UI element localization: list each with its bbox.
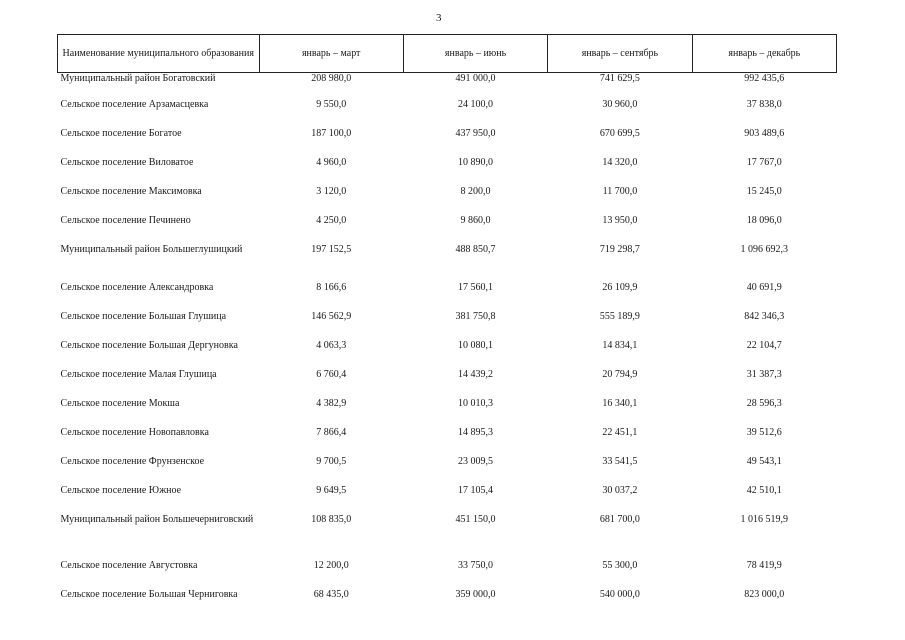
municipality-name: Сельское поселение Максимовка (60, 185, 202, 197)
value-jan-sep: 13 950,0 (602, 214, 638, 226)
table-row (58, 73, 837, 99)
value-jan-dec: 15 245,0 (746, 185, 782, 197)
value-jan-sep: 681 700,0 (599, 513, 640, 525)
value-jan-sep: 11 700,0 (602, 185, 638, 197)
value-jan-mar: 7 866,4 (316, 426, 347, 438)
table-row (58, 128, 837, 157)
value-jan-jun: 491 000,0 (455, 73, 496, 84)
value-jan-dec: 903 489,6 (744, 127, 785, 139)
municipality-name: Сельское поселение Фрунзенское (60, 455, 205, 467)
value-jan-dec: 78 419,9 (746, 559, 782, 571)
value-jan-jun: 451 150,0 (455, 513, 496, 525)
value-jan-jun: 17 105,4 (458, 484, 494, 496)
value-jan-dec: 22 104,7 (746, 339, 782, 351)
value-jan-sep: 22 451,1 (602, 426, 638, 438)
value-jan-sep: 741 629,5 (599, 73, 640, 84)
table-row (58, 427, 837, 456)
table-row (58, 215, 837, 244)
municipality-name: Сельское поселение Большая Глушица (60, 310, 227, 322)
value-jan-dec: 42 510,1 (746, 484, 782, 496)
value-jan-sep: 14 834,1 (602, 339, 638, 351)
municipality-name: Муниципальный район Богатовский (60, 73, 216, 84)
value-jan-jun: 381 750,8 (455, 310, 496, 322)
header-jan-sep: январь – сентябрь (548, 35, 692, 73)
value-jan-mar: 12 200,0 (313, 559, 349, 571)
value-jan-dec: 37 838,0 (746, 98, 782, 110)
table-header (58, 35, 837, 73)
value-jan-sep: 16 340,1 (602, 397, 638, 409)
header-row (58, 35, 837, 73)
value-jan-jun: 437 950,0 (455, 127, 496, 139)
table-row (58, 456, 837, 485)
municipality-name: Сельское поселение Большая Черниговка (60, 588, 238, 600)
table-row (58, 186, 837, 215)
value-jan-mar: 197 152,5 (311, 243, 352, 255)
value-jan-jun: 10 010,3 (458, 397, 494, 409)
budget-table (57, 34, 837, 618)
value-jan-sep: 55 300,0 (602, 559, 638, 571)
municipality-name: Сельское поселение Александровка (60, 281, 214, 293)
value-jan-mar: 4 960,0 (316, 156, 347, 168)
municipality-name: Сельское поселение Печинено (60, 214, 191, 226)
table-row (58, 244, 837, 282)
page-number: 3 (436, 12, 442, 24)
table-row (58, 514, 837, 560)
value-jan-mar: 3 120,0 (316, 185, 347, 197)
municipality-name: Сельское поселение Богатое (60, 127, 182, 139)
value-jan-mar: 187 100,0 (311, 127, 352, 139)
value-jan-dec: 823 000,0 (744, 588, 785, 600)
municipality-name: Сельское поселение Виловатое (60, 156, 194, 168)
value-jan-dec: 39 512,6 (746, 426, 782, 438)
municipality-name: Сельское поселение Августовка (60, 559, 198, 571)
value-jan-sep: 670 699,5 (599, 127, 640, 139)
value-jan-jun: 10 080,1 (458, 339, 494, 351)
municipality-name: Сельское поселение Новопавловка (60, 426, 209, 438)
table-row (58, 589, 837, 618)
value-jan-sep: 14 320,0 (602, 156, 638, 168)
table-body (58, 73, 837, 618)
value-jan-dec: 28 596,3 (746, 397, 782, 409)
value-jan-sep: 719 298,7 (599, 243, 640, 255)
value-jan-sep: 20 794,9 (602, 368, 638, 380)
value-jan-dec: 49 543,1 (746, 455, 782, 467)
table-row (58, 398, 837, 427)
value-jan-mar: 4 063,3 (316, 339, 347, 351)
table-row (58, 560, 837, 589)
value-jan-mar: 4 250,0 (316, 214, 347, 226)
value-jan-jun: 8 200,0 (460, 185, 491, 197)
value-jan-jun: 23 009,5 (458, 455, 494, 467)
value-jan-mar: 9 550,0 (316, 98, 347, 110)
value-jan-jun: 359 000,0 (455, 588, 496, 600)
value-jan-mar: 146 562,9 (311, 310, 352, 322)
value-jan-dec: 40 691,9 (746, 281, 782, 293)
value-jan-dec: 18 096,0 (746, 214, 782, 226)
value-jan-mar: 9 700,5 (316, 455, 347, 467)
value-jan-jun: 14 439,2 (458, 368, 494, 380)
table-row (58, 340, 837, 369)
value-jan-jun: 17 560,1 (458, 281, 494, 293)
value-jan-mar: 4 382,9 (316, 397, 347, 409)
value-jan-dec: 1 096 692,3 (740, 243, 789, 255)
value-jan-sep: 540 000,0 (599, 588, 640, 600)
municipality-name: Сельское поселение Южное (60, 484, 182, 496)
value-jan-jun: 9 860,0 (460, 214, 491, 226)
header-jan-mar: январь – март (259, 35, 403, 73)
table-row (58, 157, 837, 186)
value-jan-sep: 30 960,0 (602, 98, 638, 110)
value-jan-mar: 208 980,0 (311, 73, 352, 84)
value-jan-dec: 992 435,6 (744, 73, 785, 84)
value-jan-sep: 33 541,5 (602, 455, 638, 467)
value-jan-mar: 68 435,0 (313, 588, 349, 600)
value-jan-dec: 842 346,3 (744, 310, 785, 322)
value-jan-sep: 26 109,9 (602, 281, 638, 293)
table-row (58, 311, 837, 340)
table-row (58, 369, 837, 398)
municipality-name: Муниципальный район Большечерниговский (60, 513, 254, 525)
table-row (58, 99, 837, 128)
value-jan-dec: 31 387,3 (746, 368, 782, 380)
municipality-name: Муниципальный район Большеглушицкий (60, 243, 243, 255)
value-jan-sep: 555 189,9 (599, 310, 640, 322)
municipality-name: Сельское поселение Арзамасцевка (60, 98, 209, 110)
value-jan-dec: 17 767,0 (746, 156, 782, 168)
value-jan-jun: 24 100,0 (458, 98, 494, 110)
header-jan-dec: январь – декабрь (692, 35, 836, 73)
value-jan-jun: 488 850,7 (455, 243, 496, 255)
table-row (58, 485, 837, 514)
value-jan-mar: 9 649,5 (316, 484, 347, 496)
table-row (58, 282, 837, 311)
value-jan-mar: 6 760,4 (316, 368, 347, 380)
header-jan-jun: январь – июнь (403, 35, 547, 73)
value-jan-dec: 1 016 519,9 (740, 513, 789, 525)
municipality-name: Сельское поселение Мокша (60, 397, 180, 409)
value-jan-jun: 14 895,3 (458, 426, 494, 438)
value-jan-jun: 33 750,0 (458, 559, 494, 571)
value-jan-mar: 8 166,6 (316, 281, 347, 293)
value-jan-jun: 10 890,0 (458, 156, 494, 168)
value-jan-sep: 30 037,2 (602, 484, 638, 496)
header-municipality: Наименование муниципального образования (58, 35, 260, 73)
municipality-name: Сельское поселение Малая Глушица (60, 368, 217, 380)
municipality-name: Сельское поселение Большая Дергуновка (60, 339, 238, 351)
value-jan-mar: 108 835,0 (311, 513, 352, 525)
